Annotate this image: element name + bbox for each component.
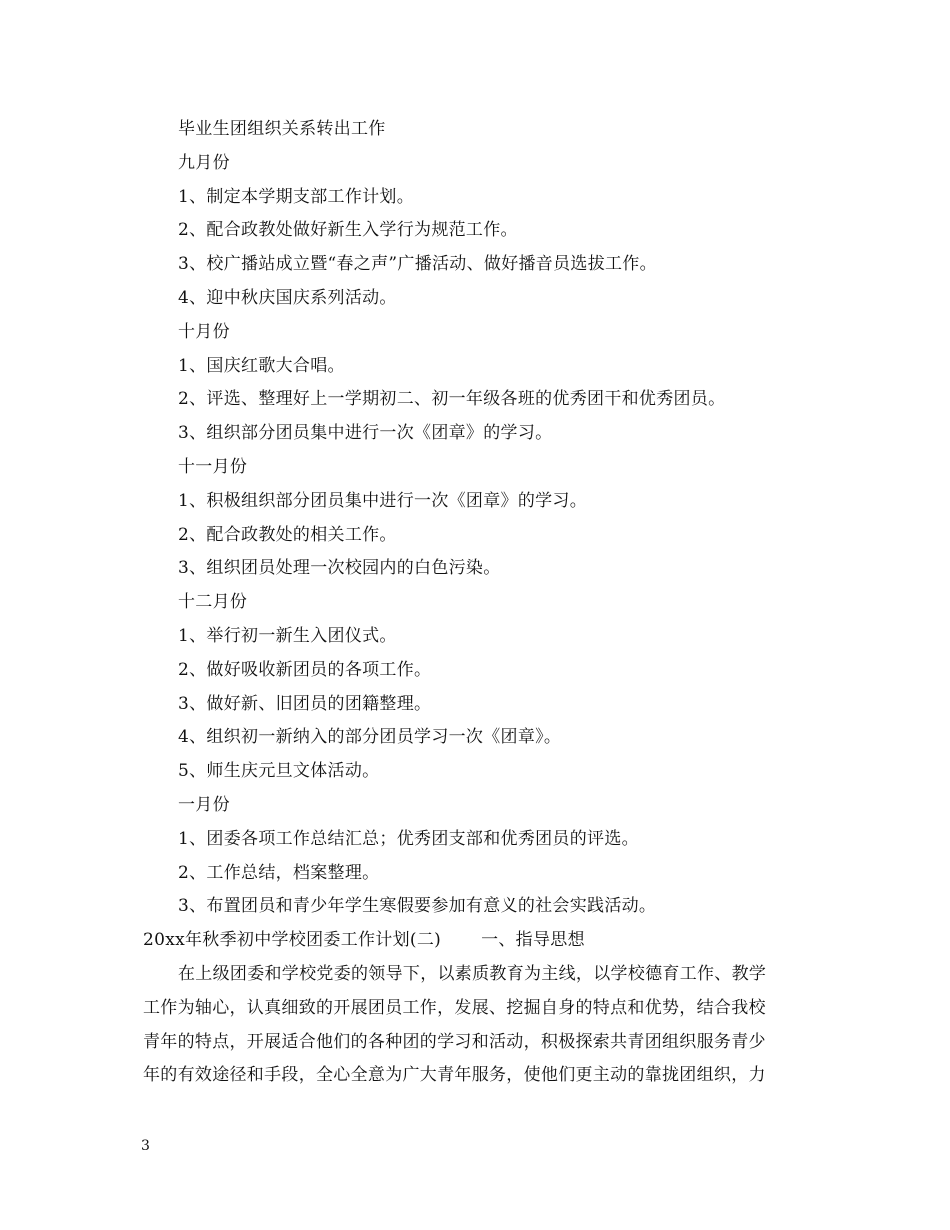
list-item: 3、布置团员和青少年学生寒假要参加有意义的社会实践活动。 bbox=[178, 896, 657, 917]
list-item: 5、师生庆元旦文体活动。 bbox=[178, 761, 380, 782]
list-item: 3、校广播站成立暨“春之声”广播活动、做好播音员选拔工作。 bbox=[178, 254, 657, 275]
paragraph-line: 在上级团委和学校党委的领导下，以素质教育为主线，以学校德育工作、教学 bbox=[178, 963, 767, 984]
paragraph-line: 青年的特点，开展适合他们的各种团的学习和活动，积极探索共青团组织服务青少 bbox=[143, 1031, 766, 1052]
list-item: 4、组织初一新纳入的部分团员学习一次《团章》。 bbox=[178, 727, 562, 748]
list-item: 3、做好新、旧团员的团籍整理。 bbox=[178, 693, 432, 714]
list-item: 1、团委各项工作总结汇总；优秀团支部和优秀团员的评选。 bbox=[178, 828, 639, 849]
list-item: 2、评选、整理好上一学期初二、初一年级各班的优秀团干和优秀团员。 bbox=[178, 389, 726, 410]
month-heading: 十月份 bbox=[178, 321, 230, 342]
month-heading: 一月份 bbox=[178, 794, 230, 815]
list-item: 1、制定本学期支部工作计划。 bbox=[178, 186, 415, 207]
list-item: 2、配合政教处做好新生入学行为规范工作。 bbox=[178, 220, 518, 241]
page-number: 3 bbox=[141, 1138, 150, 1154]
list-item: 2、工作总结，档案整理。 bbox=[178, 862, 380, 883]
month-heading: 十二月份 bbox=[178, 592, 248, 613]
list-item: 1、国庆红歌大合唱。 bbox=[178, 355, 345, 376]
month-heading: 九月份 bbox=[178, 152, 230, 173]
list-item: 3、组织部分团员集中进行一次《团章》的学习。 bbox=[178, 423, 553, 444]
section-heading bbox=[143, 924, 823, 958]
text-line: 毕业生团组织关系转出工作 bbox=[178, 119, 386, 139]
list-item: 2、做好吸收新团员的各项工作。 bbox=[178, 659, 432, 680]
section-subtitle: 一、指导思想 bbox=[481, 930, 585, 951]
list-item: 1、举行初一新生入团仪式。 bbox=[178, 625, 397, 646]
section-title: 20xx年秋季初中学校团委工作计划(二) bbox=[143, 930, 442, 951]
document-body bbox=[143, 113, 823, 1093]
list-item: 1、积极组织部分团员集中进行一次《团章》的学习。 bbox=[178, 490, 588, 511]
month-heading: 十一月份 bbox=[178, 456, 248, 477]
paragraph-line: 工作为轴心，认真细致的开展团员工作，发展、挖掘自身的特点和优势，结合我校 bbox=[143, 997, 766, 1018]
list-item: 4、迎中秋庆国庆系列活动。 bbox=[178, 287, 397, 308]
list-item: 3、组织团员处理一次校园内的白色污染。 bbox=[178, 558, 501, 579]
list-item: 2、配合政教处的相关工作。 bbox=[178, 524, 397, 545]
paragraph-line: 年的有效途径和手段，全心全意为广大青年服务，使他们更主动的靠拢团组织，力 bbox=[143, 1065, 766, 1086]
